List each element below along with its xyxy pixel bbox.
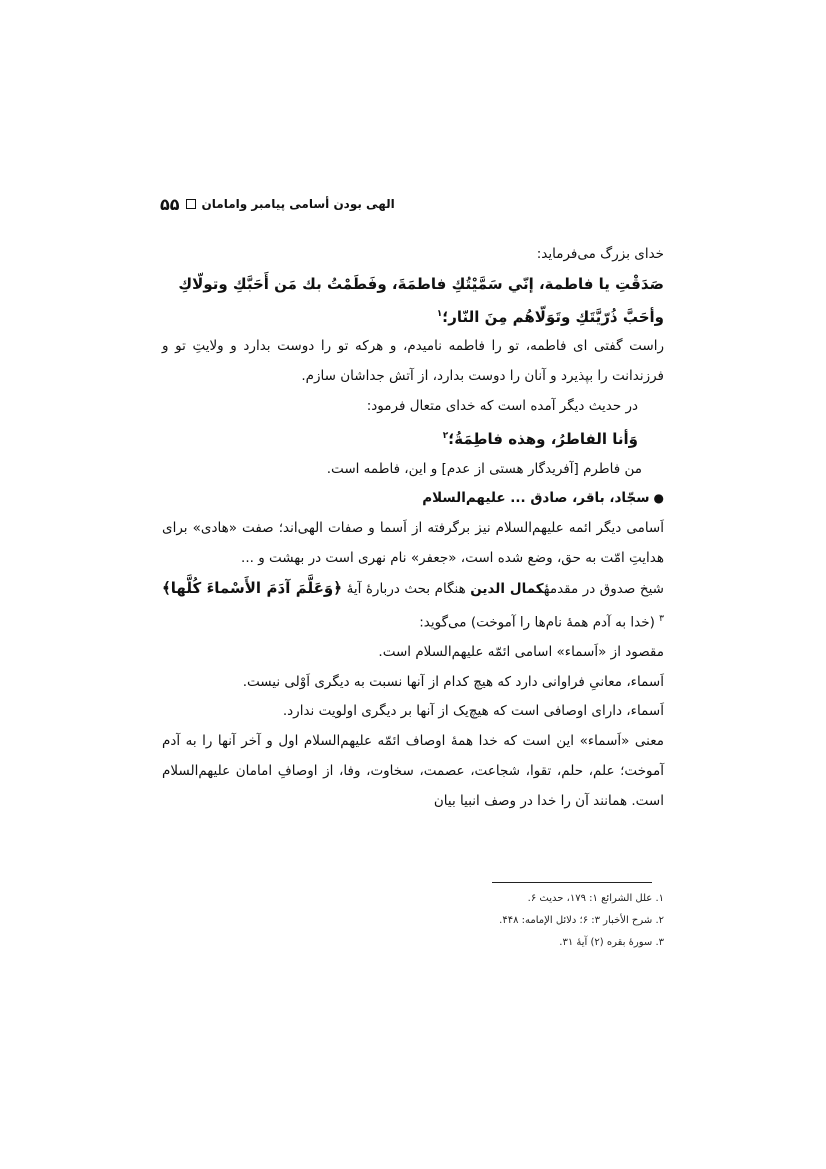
footnote-divider xyxy=(492,882,652,883)
running-title: الهی بودن أسامی پیامبر وامامان xyxy=(201,197,395,211)
page-header xyxy=(160,192,660,216)
page-number: ۵۵ xyxy=(160,194,180,214)
paragraph-2-pre: شیخ صدوق در مقدمهٔ xyxy=(543,580,664,597)
section-heading-text: سجّاد، باقر، صادق ... علیهم‌السلام xyxy=(422,490,650,507)
paragraph-1: اَسامی دیگر ائمه علیهم‌السلام نیز برگرفته از اَسما و صفات الهی‌اند؛ صفت «هادی» برای هدایتِ امّت به حق، وضع شده است، «جعفر» نام نهری است در بهشت و ... xyxy=(162,520,664,566)
arabic-quote-1-end xyxy=(162,300,664,333)
body-text xyxy=(162,240,664,817)
footnote-3: ۳. سورهٔ بقره (۲) آیهٔ ۳۱. xyxy=(559,937,664,948)
hadith-intro: در حدیث دیگر آمده است که خدای متعال فرمود: xyxy=(366,397,638,414)
quran-verse: ﴿وَعَلَّمَ آدَمَ الأَسْماءَ كُلَّها﴾ xyxy=(162,578,343,597)
arabic-quote-1 xyxy=(162,270,664,300)
header-box-icon xyxy=(186,199,196,209)
section-heading xyxy=(162,484,664,514)
paragraph-2-mid: هنگام بحث دربارهٔ آیهٔ xyxy=(346,580,466,597)
arabic-quote-2-text: وَأنا الفاطرُ، وهذه فاطِمَةُ؛ xyxy=(448,429,638,448)
paragraph-4: اَسماء، معانیِ فراوانی دارد که هیچ کدام از آنها نسبت به دیگری اَوْلی نیست. xyxy=(242,673,664,690)
footnote-ref-1: ۱ xyxy=(436,308,443,319)
footnotes xyxy=(162,888,664,954)
footnote-2: ۲. شرح الأخبار ۳: ۶؛ دلائل الإمامه: ۴۴۸. xyxy=(499,915,664,926)
book-title: کمال الدین xyxy=(470,580,544,597)
footnote-ref-2: ۲ xyxy=(442,430,449,441)
paragraph-5: اَسماء، دارای اوصافی است که هیچ‌یک از آنها بر دیگری اولویت ندارد. xyxy=(282,703,664,720)
translation-2: من فاطرم [آفریدگار هستی از عدم] و این، فاطمه است. xyxy=(326,460,642,477)
paragraph-6: معنی «اَسماء» این است که خدا همهٔ اوصاف ائمّه علیهم‌السلام اول و آخر آنها را به آدم آموخت؛ علم، حلم، تقوا، شجاعت، عصمت، سخاوت، وفا، از اوصافِ امامان علیهم‌السلام است. همانند آن را خدا در وصف انبیا بیان xyxy=(162,733,664,809)
paragraph-2 xyxy=(162,574,664,638)
arabic-quote-1-line-1: صَدَقْتِ يا فاطمة، إنّي سَمَّيْتُكِ فاطمَةَ، وفَطَمْتُ بك مَن أَحَبَّكِ وتولّاكِ xyxy=(178,274,664,293)
bullet-icon: ● xyxy=(653,491,664,506)
paragraph-3: مقصود از «اَسماء» اسامی ائمّه علیهم‌السلام است. xyxy=(378,643,664,660)
footnote-ref-3: ۳ xyxy=(659,613,664,624)
paragraph-2-post: (خدا به آدم همهٔ نام‌ها را آموخت) می‌گوید: xyxy=(419,614,655,631)
arabic-quote-2 xyxy=(162,422,664,455)
intro-line: خدای بزرگ می‌فرماید: xyxy=(536,246,664,262)
translation-1: راست گفتی ای فاطمه، تو را فاطمه نامیدم، و هرکه تو را دوست بدارد و ولایتِ تو و فرزندانت را بپذیرد و آنان را دوست بدارد، از آتش جداشان سازم. xyxy=(162,338,664,385)
arabic-quote-1-line-2: وأحَبَّ ذُرّيَّتَكِ وتَوَلّاهُم مِنَ النّار؛ xyxy=(442,307,664,326)
footnote-1: ۱. علل الشرائع ۱: ۱۷۹، حدیث ۶. xyxy=(527,893,664,904)
